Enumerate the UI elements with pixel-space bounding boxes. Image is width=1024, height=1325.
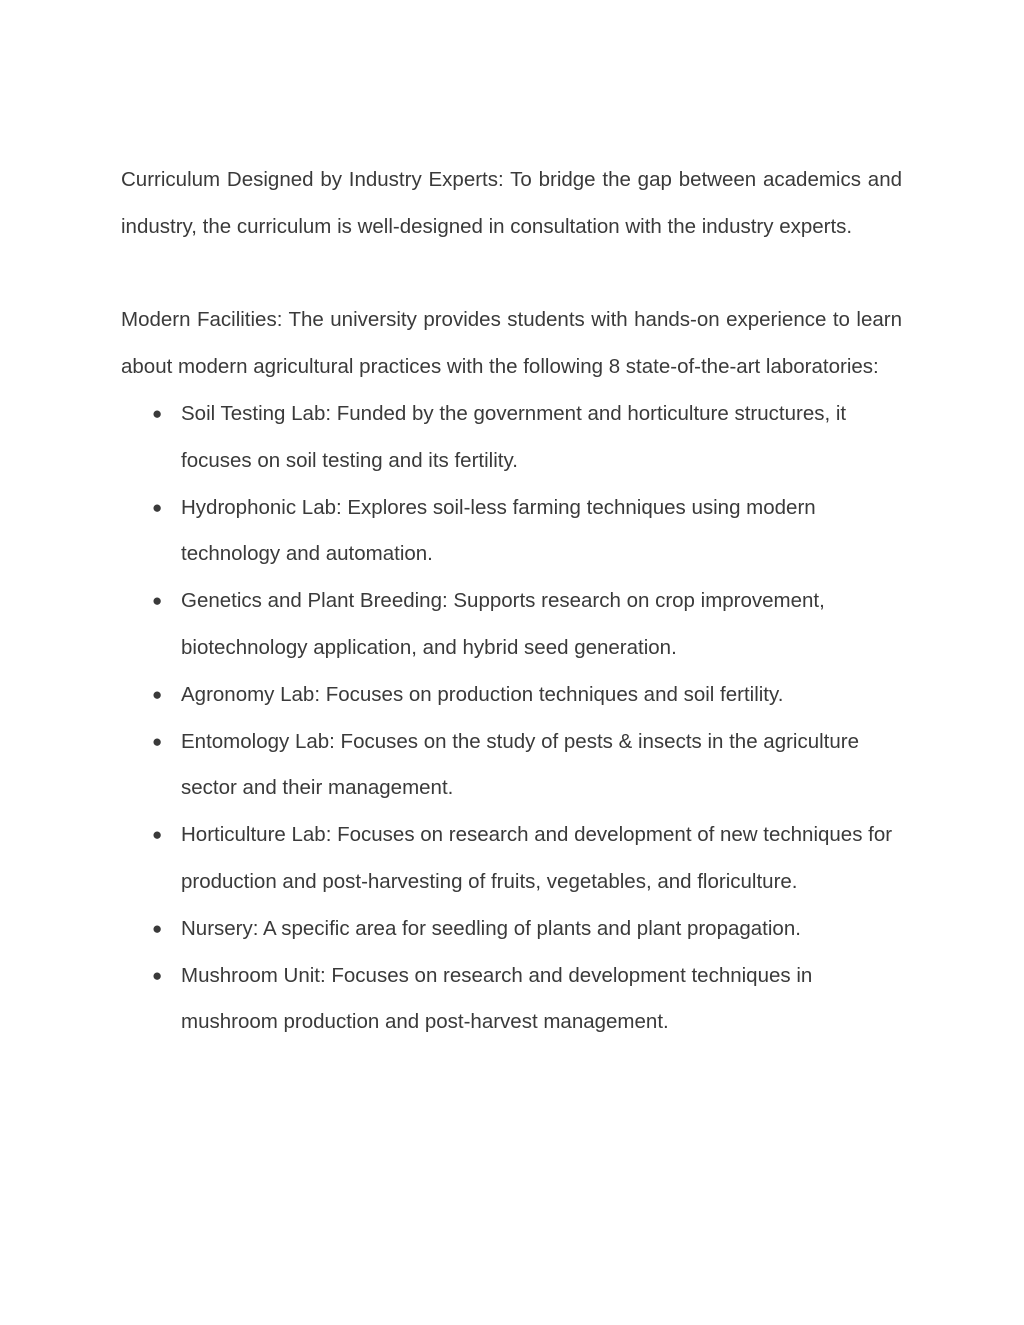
bullet-icon: ● [152, 918, 163, 938]
lab-description: Hydrophonic Lab: Explores soil-less farming techniques using modern technology and automation. [181, 495, 816, 566]
list-item [121, 953, 902, 1047]
document-body [121, 157, 902, 1046]
lab-description: Entomology Lab: Focuses on the study of pests & insects in the agriculture sector and their management. [181, 729, 860, 800]
lab-description: Agronomy Lab: Focuses on production techniques and soil fertility. [181, 682, 784, 706]
list-item [121, 391, 902, 485]
bullet-icon: ● [152, 731, 163, 751]
bullet-icon: ● [152, 591, 163, 611]
list-item [121, 719, 902, 813]
list-item [121, 485, 902, 579]
lab-description: Mushroom Unit: Focuses on research and development techniques in mushroom production and post-harvest management. [181, 963, 813, 1034]
laboratories-list [121, 391, 902, 1046]
lab-description: Nursery: A specific area for seedling of plants and plant propagation. [181, 916, 801, 940]
list-item [121, 578, 902, 672]
curriculum-paragraph: Curriculum Designed by Industry Experts: To bridge the gap between academics and industry, the curriculum is well-designed in consultation with the industry experts. [121, 168, 902, 238]
lab-description: Genetics and Plant Breeding: Supports research on crop improvement, biotechnology application, and hybrid seed generation. [181, 589, 825, 659]
bullet-icon: ● [152, 684, 163, 704]
bullet-icon: ● [152, 403, 163, 423]
lab-description: Soil Testing Lab: Funded by the government and horticulture structures, it focuses on soil testing and its fertility. [181, 401, 847, 472]
list-item [121, 812, 902, 906]
paragraph-spacer [121, 251, 902, 298]
lab-description: Horticulture Lab: Focuses on research and development of new techniques for production and post-harvesting of fruits, vegetables, and floriculture. [181, 823, 893, 893]
bullet-icon: ● [152, 825, 163, 845]
list-item [121, 672, 902, 719]
facilities-paragraph: Modern Facilities: The university provides students with hands-on experience to learn about modern agricultural practices with the following 8 state-of-the-art laboratories: [121, 308, 902, 379]
bullet-icon: ● [152, 965, 163, 985]
list-item [121, 906, 902, 953]
bullet-icon: ● [152, 497, 163, 517]
